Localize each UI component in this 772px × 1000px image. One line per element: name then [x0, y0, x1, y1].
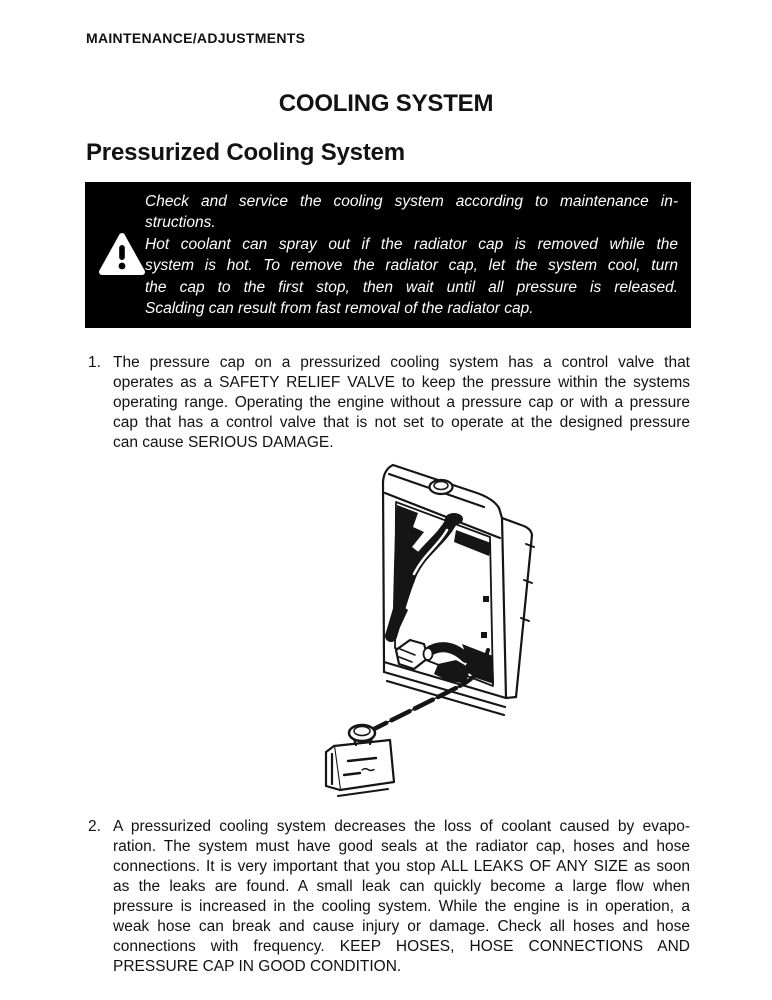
paragraph-line: connections with frequency. KEEP HOSES, HOSE CONNECTIONS AND: [113, 938, 690, 955]
paragraph-line: operating range. Operating the engine without a pressure cap or with a pressure: [113, 394, 690, 411]
paragraph-line: weak hose can break and cause injury or damage. Check all hoses and hose: [113, 918, 690, 935]
paragraph-line: PRESSURE CAP IN GOOD CONDITION.: [113, 958, 402, 975]
page-header: MAINTENANCE/ADJUSTMENTS: [86, 30, 306, 46]
warning-text-line: Check and service the cooling system according to maintenance in-: [145, 193, 678, 210]
item-number: 2.: [88, 818, 101, 835]
paragraph-line: A pressurized cooling system decreases the loss of coolant caused by evapo-: [113, 818, 690, 835]
paragraph-line: ration. The system must have good seals at the radiator cap, hoses and hose: [113, 838, 690, 855]
page-title: COOLING SYSTEM: [278, 90, 494, 117]
item-text: [113, 817, 690, 977]
cooling-system-figure: [288, 448, 568, 810]
warning-text-line: the cap to the first stop, then wait until all pressure is released.: [145, 278, 678, 296]
overflow-bottle: [326, 725, 394, 796]
warning-text-line: Hot coolant can spray out if the radiator cap is removed while the: [145, 235, 678, 253]
warning-text: [145, 191, 678, 319]
warning-box: [85, 182, 691, 328]
numbered-item-2: [86, 817, 690, 977]
paragraph-line: as the leaks are found. A small leak can quickly become a large flow when: [113, 878, 690, 895]
paragraph-line: cap that has a control valve that is not set to operate at the designed pressure: [113, 414, 690, 431]
numbered-item-1: [86, 353, 690, 453]
section-heading: Pressurized Cooling System: [86, 139, 405, 166]
radiator-cap: [430, 480, 453, 494]
warning-text-line: structions.: [145, 214, 216, 232]
radiator-illustration: [288, 448, 568, 810]
paragraph-line: operates as a SAFETY RELIEF VALVE to keep the pressure within the systems: [113, 374, 690, 391]
warning-triangle-icon: [98, 232, 146, 283]
warning-text-line: Scalding can result from fast removal of the radiator cap.: [145, 300, 534, 318]
item-number: 1.: [88, 354, 101, 371]
paragraph-line: can cause SERIOUS DAMAGE.: [113, 434, 334, 451]
paragraph-line: connections. It is very important that you stop ALL LEAKS OF ANY SIZE as soon: [113, 858, 690, 875]
paragraph-line: The pressure cap on a pressurized cooling system has a control valve that: [113, 354, 690, 371]
paragraph-line: pressure is increased in the cooling system. While the engine is in operation, a: [113, 898, 690, 915]
warning-text-line: system is hot. To remove the radiator cap, let the system cool, turn: [145, 257, 678, 275]
item-text: [113, 353, 690, 453]
